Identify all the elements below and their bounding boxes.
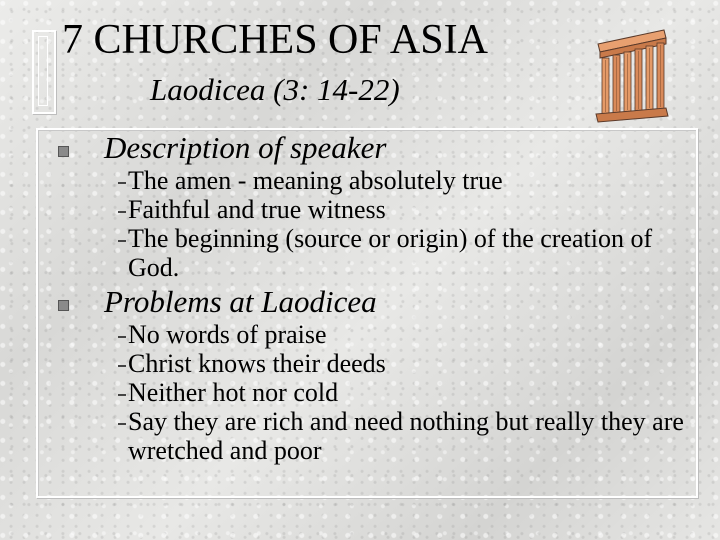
dash-icon [118,240,126,242]
dash-icon [118,182,126,184]
list-item: Christ knows their deeds [128,349,688,378]
list-item: The beginning (source or origin) of the creation of God. [128,224,688,282]
section-heading: Description of speaker [104,130,387,165]
slide-body [58,130,688,465]
dash-icon [118,365,126,367]
list-item: Neither hot nor cold [128,378,688,407]
section-heading: Problems at Laodicea [104,284,377,319]
list-item: No words of praise [128,320,688,349]
greek-temple-columns-icon [590,24,670,124]
section-description [58,130,688,282]
square-bullet-icon [58,300,69,311]
list-item: Faithful and true witness [128,195,688,224]
section-problems [58,284,688,465]
slide-subtitle: Laodicea (3: 14-22) [150,72,400,107]
dash-icon [118,423,126,425]
slide-title: 7 CHURCHES OF ASIA [62,17,488,63]
sub-list [58,166,688,282]
dash-icon [118,336,126,338]
list-item: Say they are rich and need nothing but really they are wretched and poor [128,407,688,465]
decorative-frame-inner [38,36,48,106]
sub-list [58,320,688,465]
square-bullet-icon [58,146,69,157]
dash-icon [118,394,126,396]
dash-icon [118,211,126,213]
list-item: The amen - meaning absolutely true [128,166,688,195]
